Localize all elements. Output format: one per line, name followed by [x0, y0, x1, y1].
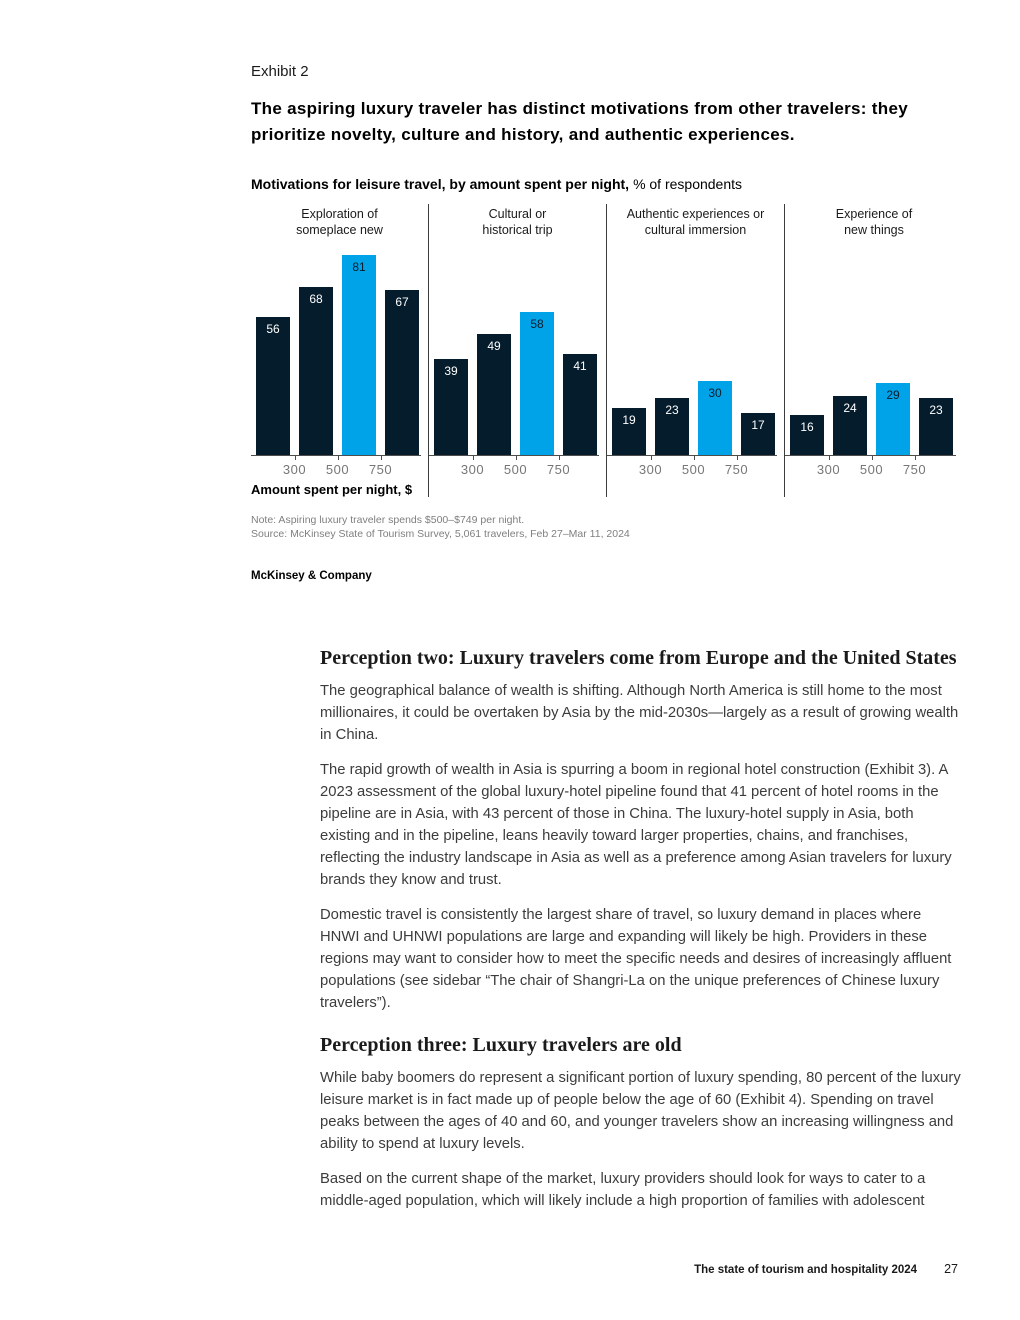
panel-plot [607, 255, 784, 455]
chart-panel [251, 204, 429, 497]
bar [919, 398, 953, 455]
panel-title: Exploration of someplace new [296, 207, 383, 237]
bar-value-label: 24 [843, 401, 857, 415]
bar [256, 317, 290, 455]
section-perception-two [320, 645, 962, 1014]
x-tick-labels [607, 460, 784, 479]
bar [385, 290, 419, 455]
chart-panel [607, 204, 785, 497]
axis-tick-label: 500 [681, 462, 706, 477]
axis-tick-label: 300 [816, 462, 841, 477]
bar-value-label: 30 [708, 386, 722, 400]
bar [612, 408, 646, 455]
axis-tick-label: 500 [859, 462, 884, 477]
bar-value-label: 68 [309, 292, 323, 306]
x-tick-labels [785, 460, 963, 479]
bar-value-label: 17 [751, 418, 765, 432]
paragraph: The rapid growth of wealth in Asia is spurring a boom in regional hotel construction (Exhibit 3). A 2023 assessment of the global luxury-hotel pipeline found that 41 percent of hotel rooms in the pipeline are in Asia, with 43 percent of those in China. The luxury-hotel supply in Asia, both existing and in the pipeline, leans heavily toward larger properties, chains, and franchises, reflecting the industry landscape in Asia as well as a preference among Asian travelers for luxury brands they know and trust. [320, 762, 952, 888]
bar [563, 354, 597, 455]
section-heading: Perception three: Luxury travelers are old [320, 1034, 682, 1056]
section-heading: Perception two: Luxury travelers come from Europe and the United States [320, 647, 957, 669]
bar-value-label: 67 [395, 295, 409, 309]
bar-value-label: 29 [886, 388, 900, 402]
axis-tick-label: 750 [368, 462, 393, 477]
bar [741, 413, 775, 455]
paragraph: Domestic travel is consistently the largest share of travel, so luxury demand in places where HNWI and UHNWI populations are large and expanding will likely be high. Providers in these regions may want to consider how to meet the specific needs and desires of increasingly affluent populations (see sidebar “The chair of Shangri-La on the unique preferences of Chinese luxury travelers”). [320, 907, 952, 1011]
axis-tick-label: 300 [460, 462, 485, 477]
bar [434, 359, 468, 455]
exhibit-chart [251, 204, 965, 497]
bar-value-label: 19 [622, 413, 636, 427]
bar [790, 415, 824, 455]
bar [477, 334, 511, 455]
bar [342, 255, 376, 455]
chart-subtitle [251, 176, 965, 192]
chart-note: Note: Aspiring luxury traveler spends $500–$749 per night. [251, 514, 525, 526]
chart-source: Source: McKinsey State of Tourism Survey, 5,061 travelers, Feb 27–Mar 11, 2024 [251, 528, 630, 540]
panel-plot [785, 255, 963, 455]
axis-tick-label: 300 [282, 462, 307, 477]
chart-notes [251, 513, 965, 541]
axis-tick-label: 300 [638, 462, 663, 477]
bar [698, 381, 732, 455]
bar [655, 398, 689, 455]
bar-value-label: 49 [487, 339, 501, 353]
axis-tick-label: 750 [724, 462, 749, 477]
x-axis-label: Amount spent per night, $ [251, 482, 413, 497]
bar-value-label: 41 [573, 359, 587, 373]
paragraph: Based on the current shape of the market, luxury providers should look for ways to cater to a middle-aged population, which will likely include a high proportion of families with adolescent [320, 1171, 926, 1209]
exhibit-label: Exhibit 2 [251, 63, 309, 80]
bar-value-label: 81 [352, 260, 366, 274]
bar [520, 312, 554, 455]
x-tick-labels [251, 460, 428, 479]
chart-subtitle-units: % of respondents [633, 176, 743, 192]
panel-plot [251, 255, 428, 455]
panel-title: Authentic experiences or cultural immersion [626, 207, 765, 237]
chart-panel [785, 204, 963, 497]
panel-title: Cultural or historical trip [482, 207, 553, 237]
bar [833, 396, 867, 455]
chart-subtitle-bold: Motivations for leisure travel, by amount spent per night, [251, 176, 630, 192]
exhibit-title: The aspiring luxury traveler has distinct motivations from other travelers: they prioritize novelty, culture and history, and authentic experiences. [251, 99, 908, 144]
bar [299, 287, 333, 455]
section-perception-three [320, 1032, 962, 1212]
bar-value-label: 56 [266, 322, 280, 336]
axis-tick-label: 500 [503, 462, 528, 477]
bar-value-label: 23 [665, 403, 679, 417]
page-footer [694, 1262, 958, 1276]
axis-tick-label: 750 [546, 462, 571, 477]
chart-panel [429, 204, 607, 497]
axis-tick-label: 750 [902, 462, 927, 477]
panel-title: Experience of new things [835, 207, 913, 237]
bar-value-label: 58 [530, 317, 544, 331]
page-number: 27 [944, 1262, 958, 1276]
x-tick-labels [429, 460, 606, 479]
paragraph: While baby boomers do represent a significant portion of luxury spending, 80 percent of the luxury leisure market is in fact made up of people below the age of 60 (Exhibit 4). Spending on travel peaks between the ages of 40 and 60, and younger travelers show an increasing willingness and ability to spend at luxury levels. [320, 1070, 961, 1152]
bar-value-label: 23 [929, 403, 943, 417]
axis-tick-label: 500 [325, 462, 350, 477]
footer-report-title: The state of tourism and hospitality 2024 [694, 1264, 918, 1276]
exhibit-block [251, 63, 965, 582]
paragraph: The geographical balance of wealth is shifting. Although North America is still home to the most millionaires, it could be overtaken by Asia by the mid-2030s—largely as a result of growing wealth in China. [320, 683, 959, 743]
mckinsey-logo: McKinsey & Company [251, 570, 372, 582]
bar [876, 383, 910, 455]
article [320, 645, 962, 1225]
bar-value-label: 16 [800, 420, 814, 434]
panel-plot [429, 255, 606, 455]
bar-value-label: 39 [444, 364, 458, 378]
